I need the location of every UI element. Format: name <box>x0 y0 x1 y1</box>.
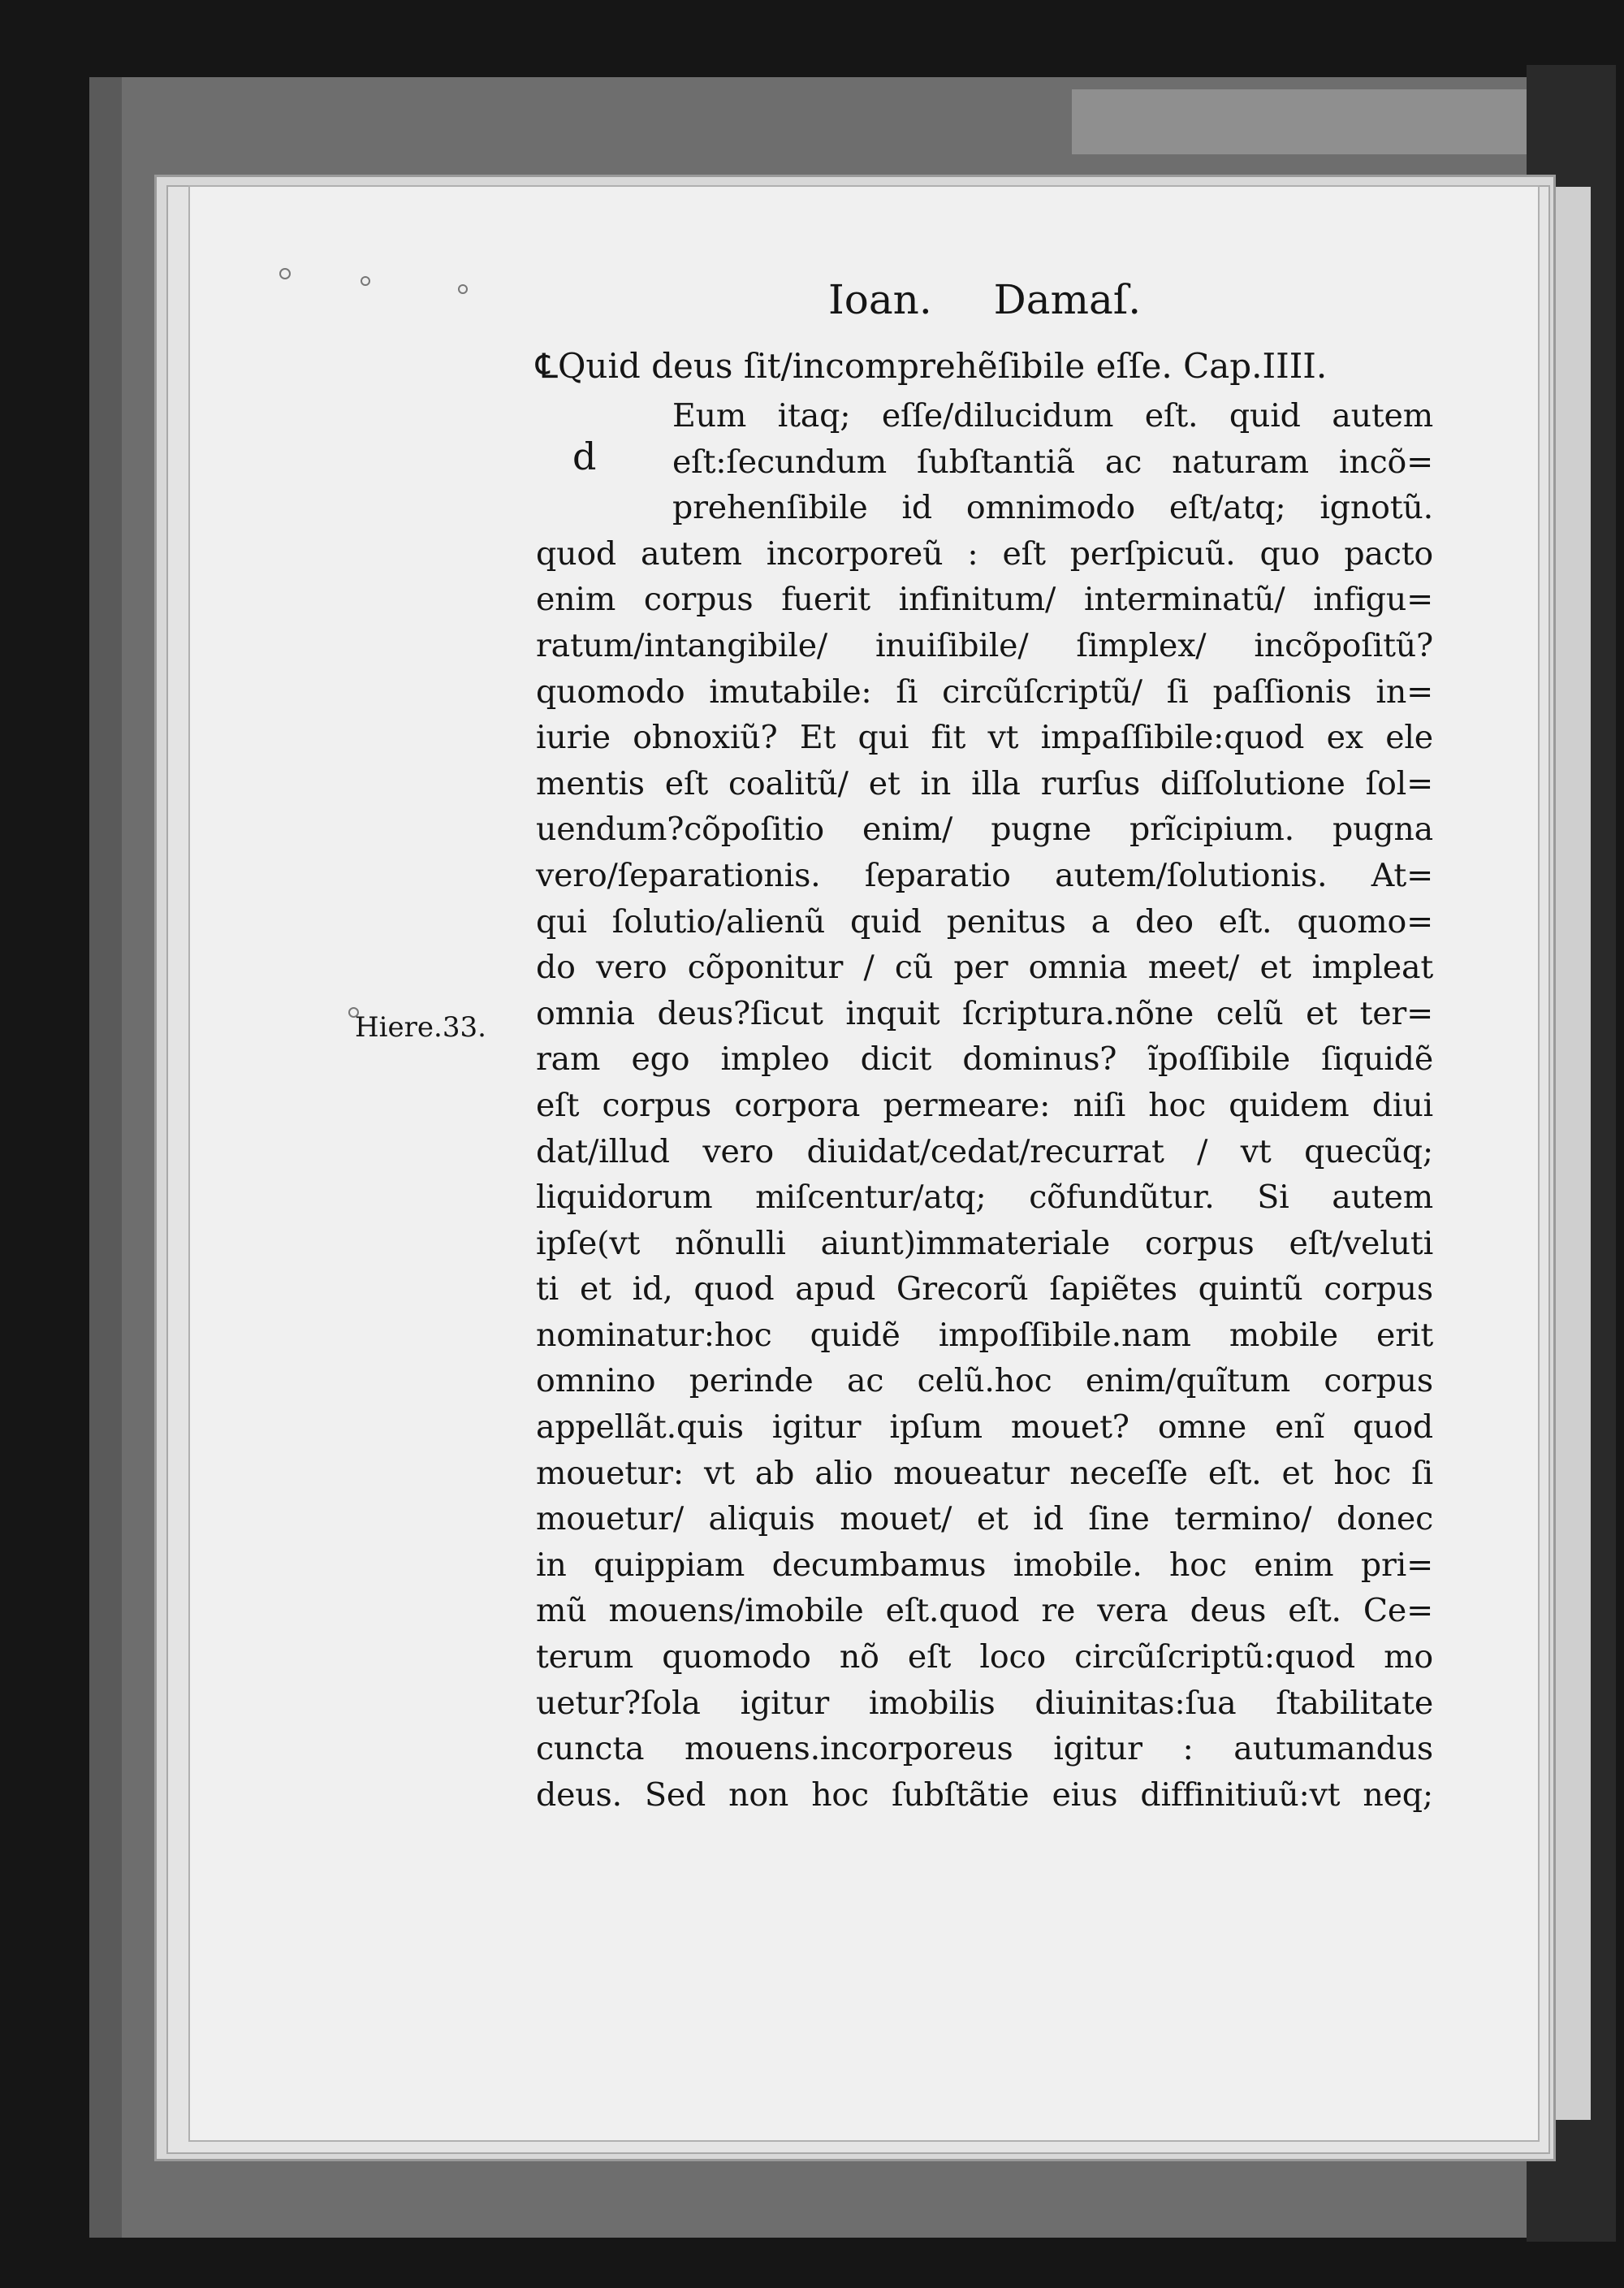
text-line: eſt:ſecundum ſubſtantiã ac naturam incõ= <box>672 443 1433 481</box>
text-line: eſt corpus corpora permeare: niſi hoc quidem diui <box>536 1086 1433 1124</box>
text-line: ram ego impleo dicit dominus? ĩpoſſibile ſiquidẽ <box>536 1040 1433 1079</box>
paper-speck <box>361 276 370 286</box>
body-text <box>536 393 1433 1818</box>
text-line: prehenſibile id omnimodo eſt/atq; ignotũ. <box>672 489 1433 527</box>
text-line: quod autem incorporeũ : eſt perſpicuũ. quo pacto <box>536 534 1433 573</box>
cover-worn-strip <box>1072 89 1527 154</box>
paper-speck <box>458 284 468 294</box>
text-line: mũ mouens/imobile eſt.quod re vera deus eſt. Ce= <box>536 1592 1433 1630</box>
text-line: liquidorum miſcentur/atq; cõfundũtur. Si autem <box>536 1179 1433 1217</box>
paper-speck <box>279 268 291 279</box>
running-head <box>828 276 1190 323</box>
text-line: cuncta mouens.incorporeus igitur : autumandus <box>536 1730 1433 1768</box>
text-line: ratum/intangibile/ inuiſibile/ ſimplex/ incõpoſitũ? <box>536 626 1433 664</box>
text-line: mouetur/ aliquis mouet/ et id ſine termino/ donec <box>536 1500 1433 1538</box>
text-line: appellãt.quis igitur ipſum mouet? omne enĩ quod <box>536 1408 1433 1447</box>
marginal-note: Hiere.33. <box>355 1011 486 1044</box>
running-head-left: Ioan. <box>828 276 932 323</box>
text-line: omnino perinde ac celũ.hoc enim/quĩtum corpus <box>536 1362 1433 1400</box>
running-head-right: Damaſ. <box>993 276 1142 323</box>
text-line: omnia deus?ſicut inquit ſcriptura.nõne celũ et ter= <box>536 994 1433 1032</box>
text-line: nominatur:hoc quidẽ impoſſibile.nam mobile erit <box>536 1316 1433 1354</box>
text-line: mouetur: vt ab alio moueatur neceſſe eſt. et hoc ſi <box>536 1454 1433 1492</box>
text-line: ipſe(vt nõnulli aiunt)immateriale corpus eſt/veluti <box>536 1224 1433 1262</box>
text-line: iurie obnoxiũ? Et qui fit vt impaſſibile:quod ex ele <box>536 719 1433 757</box>
text-line: Eum itaq; eſſe/dilucidum eſt. quid autem <box>672 397 1433 435</box>
initial-letter: d <box>572 435 597 478</box>
text-line: deus. Sed non hoc ſubſtãtie eius diffinitiuũ:vt neq; <box>536 1775 1433 1814</box>
text-line: vero/ſeparationis. ſeparatio autem/ſolutionis. At= <box>536 856 1433 894</box>
text-line: mentis eſt coalitũ/ et in illa rurſus diſſolutione ſol= <box>536 764 1433 802</box>
text-line: dat/illud vero diuidat/cedat/recurrat / vt quecũq; <box>536 1132 1433 1170</box>
text-line: do vero cõponitur / cũ per omnia meet/ et impleat <box>536 949 1433 987</box>
text-line: quomodo imutabile: ſi circũſcriptũ/ ſi paſſionis in= <box>536 673 1433 711</box>
text-line: uetur?ſola igitur imobilis diuinitas:ſua ſtabilitate <box>536 1684 1433 1722</box>
text-line: enim corpus fuerit infinitum/ interminatũ/ infigu= <box>536 581 1433 619</box>
text-line: qui ſolutio/alienũ quid penitus a deo eſt. quomo= <box>536 902 1433 941</box>
text-line: uendum?cõpoſitio enim/ pugne prĩcipium. pugna <box>536 811 1433 849</box>
chapter-heading: ℄Quid deus ſit/incomprehẽſibile eſſe. Cap.IIII. <box>536 346 1328 386</box>
text-line: terum quomodo nõ eſt loco circũſcriptũ:quod mo <box>536 1638 1433 1676</box>
text-line: ti et id, quod apud Grecorũ ſapiẽtes quintũ corpus <box>536 1270 1433 1308</box>
text-line: in quippiam decumbamus imobile. hoc enim pri= <box>536 1546 1433 1584</box>
cover-edge <box>89 77 122 2238</box>
